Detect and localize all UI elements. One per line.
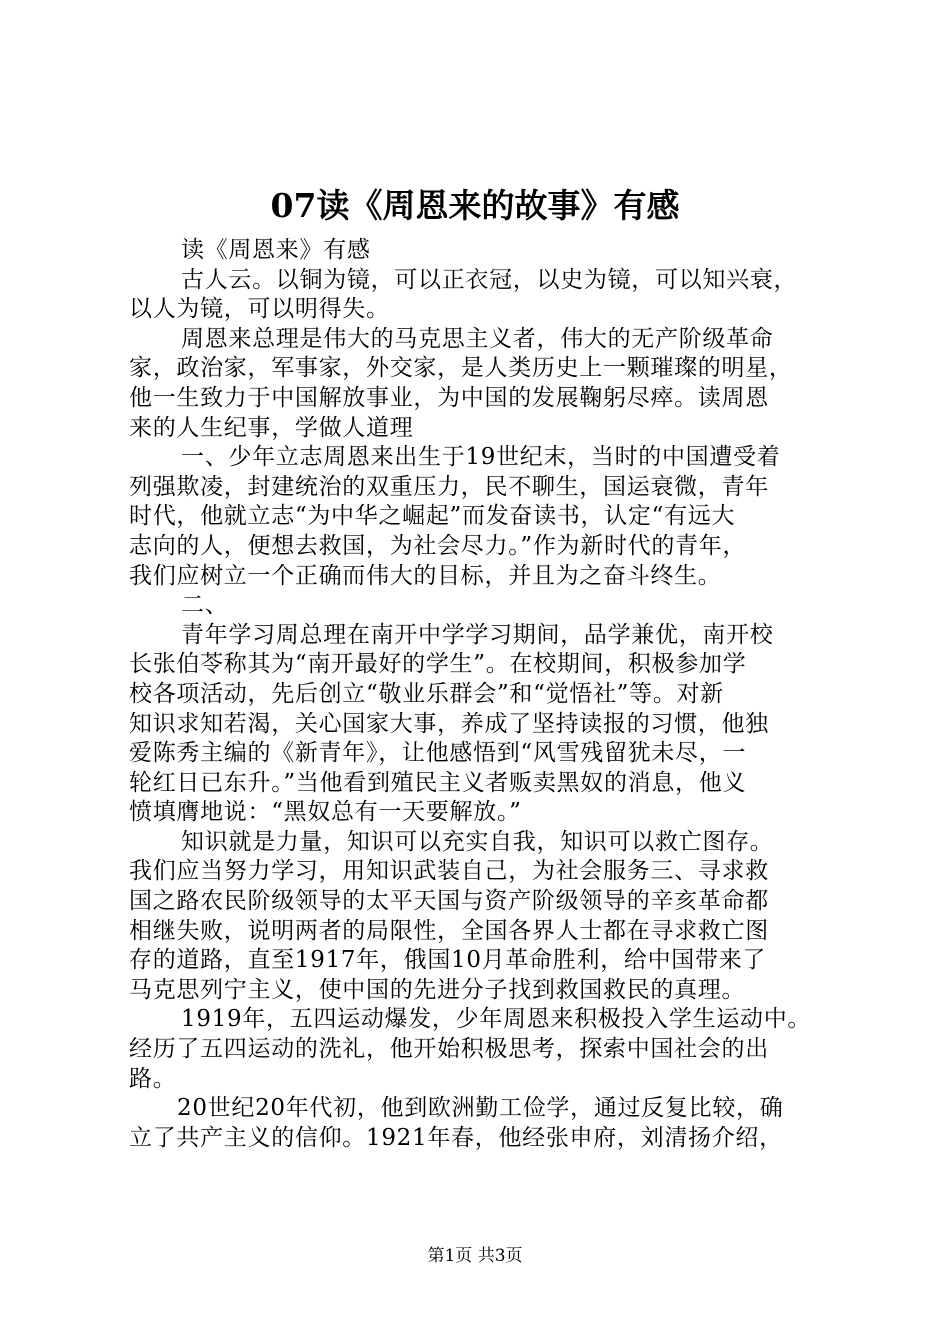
body-line: 我们应当努力学习，用知识武装自己，为社会服务三、寻求救 xyxy=(129,858,769,885)
body-line: 1919年，五四运动爆发，少年周恩来积极投入学生运动中。 xyxy=(181,1006,812,1033)
body-line: 相继失败，说明两者的局限性，全国各界人士都在寻求救亡图 xyxy=(129,917,769,944)
body-line: 路。 xyxy=(129,1065,177,1092)
body-line: 列强欺凌，封建统治的双重压力，民不聊生，国运衰微，青年 xyxy=(129,473,769,500)
body-line: 立了共产主义的信仰。1921年春，他经张申府，刘清扬介绍， xyxy=(129,1124,783,1151)
body-line: 校各项活动，先后创立“敬业乐群会”和“觉悟社”等。对新 xyxy=(129,680,724,707)
body-line: 时代，他就立志“为中华之崛起”而发奋读书，认定“有远大 xyxy=(129,503,736,530)
body-line: 知识就是力量，知识可以充实自我，知识可以救亡图存。 xyxy=(181,828,774,855)
body-line: 知识求知若渴，关心国家大事，养成了坚持读报的习惯，他独 xyxy=(129,710,769,737)
body-line: 青年学习周总理在南开中学学习期间，品学兼优，南开校 xyxy=(181,621,774,648)
body-line: 一、少年立志周恩来出生于19世纪末，当时的中国遭受着 xyxy=(181,444,781,471)
body-line: 来的人生纪事，学做人道理 xyxy=(129,414,414,441)
body-line: 古人云。以铜为镜，可以正衣冠，以史为镜，可以知兴衰， xyxy=(181,266,798,293)
body-line: 我们应树立一个正确而伟大的目标，并且为之奋斗终生。 xyxy=(129,562,722,589)
body-line: 读《周恩来》有感 xyxy=(181,237,371,263)
body-line: 存的道路，直至1917年，俄国10月革命胜利，给中国带来了 xyxy=(129,947,767,974)
document-body xyxy=(129,236,841,1153)
body-line: 爱陈秀主编的《新青年》，让他感悟到“风雪残留犹未尽，一 xyxy=(129,740,747,767)
body-line: 国之路农民阶级领导的太平天国与资产阶级领导的辛亥革命都 xyxy=(129,888,769,915)
body-line: 家，政治家，军事家，外交家，是人类历史上一颗璀璨的明星， xyxy=(129,355,793,382)
body-line: 志向的人，便想去救国，为社会尽力。”作为新时代的青年， xyxy=(129,532,747,559)
body-line: 轮红日已东升。”当他看到殖民主义者贩卖黑奴的消息，他义 xyxy=(129,769,747,796)
body-line: 他一生致力于中国解放事业，为中国的发展鞠躬尽瘁。读周恩 xyxy=(129,384,769,411)
document-title: 07读《周恩来的故事》有感 xyxy=(270,186,680,225)
body-line: 愤填膺地说：“黑奴总有一天要解放。” xyxy=(129,799,522,826)
body-line: 长张伯苓称其为“南开最好的学生”。在校期间，积极参加学 xyxy=(129,651,747,678)
body-line: 以人为镜，可以明得失。 xyxy=(129,296,390,323)
body-line: 二、 xyxy=(181,592,229,619)
page-indicator: 第1页 共3页 xyxy=(427,1246,523,1266)
body-line: 经历了五四运动的洗礼，他开始积极思考，探索中国社会的出 xyxy=(129,1036,769,1063)
body-line: 20世纪20年代初，他到欧洲勤工俭学，通过反复比较，确 xyxy=(177,1095,784,1122)
body-line: 马克思列宁主义，使中国的先进分子找到救国救民的真理。 xyxy=(129,976,746,1003)
body-line: 周恩来总理是伟大的马克思主义者，伟大的无产阶级革命 xyxy=(181,325,774,352)
